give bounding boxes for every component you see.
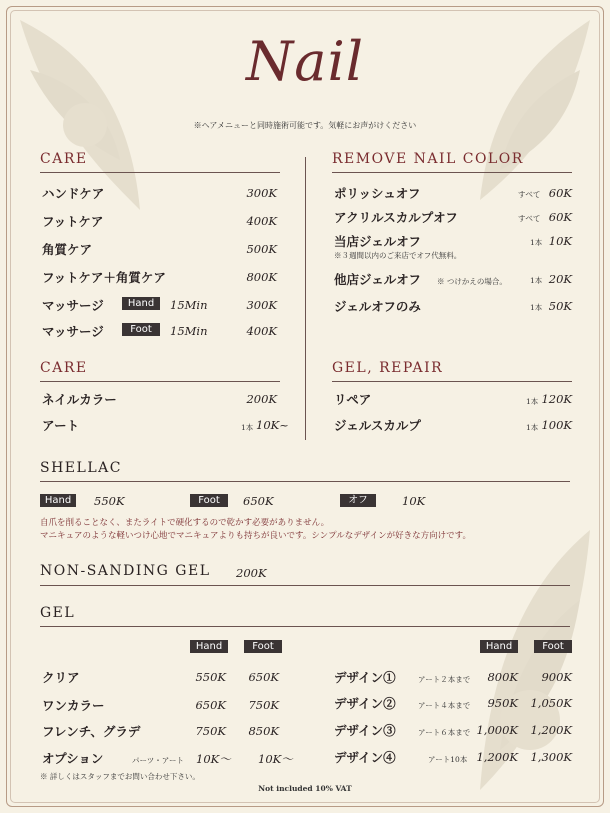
foot-column-badge: Foot bbox=[534, 640, 572, 653]
menu-item-sub: アート10本 bbox=[428, 755, 468, 764]
hand-price: 800K bbox=[487, 670, 518, 684]
shellac-heading-rule bbox=[40, 481, 570, 482]
menu-item-name: ポリッシュオフ bbox=[334, 186, 421, 201]
menu-item-name: フレンチ、グラデ bbox=[42, 724, 141, 739]
foot-badge: Foot bbox=[122, 323, 160, 336]
foot-price: 1,300K bbox=[530, 750, 572, 764]
hand-price: 750K bbox=[195, 724, 226, 738]
foot-price: 1,050K bbox=[530, 696, 572, 710]
unit-label: 1本 bbox=[530, 303, 543, 312]
menu-item-price: 120K bbox=[541, 392, 572, 406]
unit-label: 1本 bbox=[530, 276, 543, 285]
menu-item-name: ハンドケア bbox=[42, 186, 105, 201]
menu-item-price: 300K bbox=[246, 186, 277, 200]
menu-item-sub: アート６本まで bbox=[418, 728, 471, 737]
menu-item-price: 500K bbox=[246, 242, 277, 256]
menu-item-name: アート bbox=[42, 418, 80, 433]
non-sanding-rule bbox=[40, 585, 570, 586]
menu-item-note: ※ つけかえの場合。 bbox=[437, 277, 507, 286]
care-heading-2: CARE bbox=[40, 360, 88, 376]
menu-item-sub: アート２本まで bbox=[418, 675, 471, 684]
menu-item-name: マッサージ bbox=[42, 298, 104, 313]
menu-item-price: 10K bbox=[548, 234, 572, 248]
page-title: Nail bbox=[246, 30, 364, 93]
shellac-off-price: 10K bbox=[402, 494, 426, 508]
shellac-hand-price: 550K bbox=[94, 494, 125, 508]
foot-price: 10K～ bbox=[258, 752, 293, 766]
menu-item-name: 角質ケア bbox=[42, 242, 93, 257]
menu-item-name: フットケア bbox=[42, 214, 104, 229]
gel-repair-heading: GEL, REPAIR bbox=[332, 360, 444, 376]
menu-item-name: リペア bbox=[334, 392, 372, 407]
unit-label: 1本 bbox=[526, 423, 539, 432]
foot-column-badge: Foot bbox=[244, 640, 282, 653]
foot-price: 1,200K bbox=[530, 723, 572, 737]
menu-item-price: 400K bbox=[246, 214, 277, 228]
menu-item-name: デザイン② bbox=[334, 696, 396, 711]
hand-price: 550K bbox=[195, 670, 226, 684]
shellac-description: マニキュアのような軽いつけ心地でマニキュアよりも持ちが良いです。シンプルなデザインが好きな方向けです。 bbox=[40, 531, 471, 541]
hand-price: 1,000K bbox=[476, 723, 518, 737]
duration: 15Min bbox=[170, 324, 208, 338]
care-heading-rule-2 bbox=[40, 381, 280, 382]
menu-item-name: 他店ジェルオフ bbox=[334, 272, 421, 287]
menu-item-name: デザイン③ bbox=[334, 723, 396, 738]
foot-price: 900K bbox=[541, 670, 572, 684]
hand-price: 950K bbox=[487, 696, 518, 710]
foot-price: 850K bbox=[248, 724, 279, 738]
menu-item-sub: パーツ・アート bbox=[132, 756, 184, 765]
shellac-foot-price: 650K bbox=[243, 494, 274, 508]
shellac-description: 自爪を削ることなく、またライトで硬化するので乾かす必要がありません。 bbox=[40, 518, 330, 528]
unit-label: すべて bbox=[518, 214, 541, 223]
menu-item-name: フットケア＋角質ケア bbox=[42, 270, 166, 285]
menu-item-name: クリア bbox=[42, 670, 80, 685]
menu-item-name: ジェルスカルプ bbox=[334, 418, 421, 433]
hand-price: 650K bbox=[195, 698, 226, 712]
foot-price: 750K bbox=[248, 698, 279, 712]
menu-item-name: ネイルカラー bbox=[42, 392, 117, 407]
vat-note: Not included 10% VAT bbox=[258, 784, 352, 793]
shellac-heading: SHELLAC bbox=[40, 460, 122, 476]
gel-heading-rule bbox=[40, 626, 570, 627]
menu-item-price: 400K bbox=[246, 324, 277, 338]
column-divider bbox=[305, 157, 306, 440]
hand-price: 1,200K bbox=[476, 750, 518, 764]
remove-heading: REMOVE NAIL COLOR bbox=[332, 151, 524, 167]
menu-item-name: 当店ジェルオフ bbox=[334, 234, 421, 249]
foot-price: 650K bbox=[248, 670, 279, 684]
gel-heading: GEL bbox=[40, 605, 76, 621]
menu-item-price: 20K bbox=[548, 272, 572, 286]
menu-item-name: デザイン① bbox=[334, 670, 396, 685]
unit-label: 1本 bbox=[526, 397, 539, 406]
menu-item-price: 200K bbox=[246, 392, 277, 406]
care-heading-rule bbox=[40, 172, 280, 173]
hand-column-badge: Hand bbox=[480, 640, 518, 653]
hand-price: 10K～ bbox=[196, 752, 231, 766]
unit-label: すべて bbox=[518, 190, 541, 199]
non-sanding-heading: NON-SANDING GEL bbox=[40, 563, 211, 579]
menu-item-price: 100K bbox=[541, 418, 572, 432]
page-subtitle: ※ヘアメニューと同時施術可能です。気軽にお声がけください bbox=[193, 121, 417, 130]
menu-item-price: 60K bbox=[548, 186, 572, 200]
menu-item-name: ジェルオフのみ bbox=[334, 299, 421, 314]
gel-repair-heading-rule bbox=[332, 381, 572, 382]
menu-item-name: アクリルスカルプオフ bbox=[334, 210, 458, 225]
unit-label: 1本 bbox=[530, 238, 543, 247]
care-heading: CARE bbox=[40, 151, 88, 167]
hand-badge: Hand bbox=[122, 297, 160, 310]
menu-item-note: ※３週間以内のご来店でオフ代無料。 bbox=[334, 251, 462, 260]
unit-label: 1本 bbox=[241, 423, 254, 432]
gel-footnote: ※ 詳しくはスタッフまでお問い合わせ下さい。 bbox=[40, 772, 200, 781]
duration: 15Min bbox=[170, 298, 208, 312]
menu-item-price: 800K bbox=[246, 270, 277, 284]
remove-heading-rule bbox=[332, 172, 572, 173]
menu-item-sub: アート４本まで bbox=[418, 701, 471, 710]
non-sanding-price: 200K bbox=[236, 566, 267, 580]
off-badge: オフ bbox=[340, 494, 376, 507]
menu-item-name: オプション bbox=[42, 751, 104, 766]
hand-badge: Hand bbox=[40, 494, 76, 507]
menu-item-name: ワンカラー bbox=[42, 698, 105, 713]
foot-badge: Foot bbox=[190, 494, 228, 507]
menu-item-name: デザイン④ bbox=[334, 750, 396, 765]
menu-item-price: 50K bbox=[548, 299, 572, 313]
hand-column-badge: Hand bbox=[190, 640, 228, 653]
menu-item-price: 10K~ bbox=[256, 418, 289, 432]
menu-item-price: 300K bbox=[246, 298, 277, 312]
menu-item-price: 60K bbox=[548, 210, 572, 224]
menu-item-name: マッサージ bbox=[42, 324, 104, 339]
